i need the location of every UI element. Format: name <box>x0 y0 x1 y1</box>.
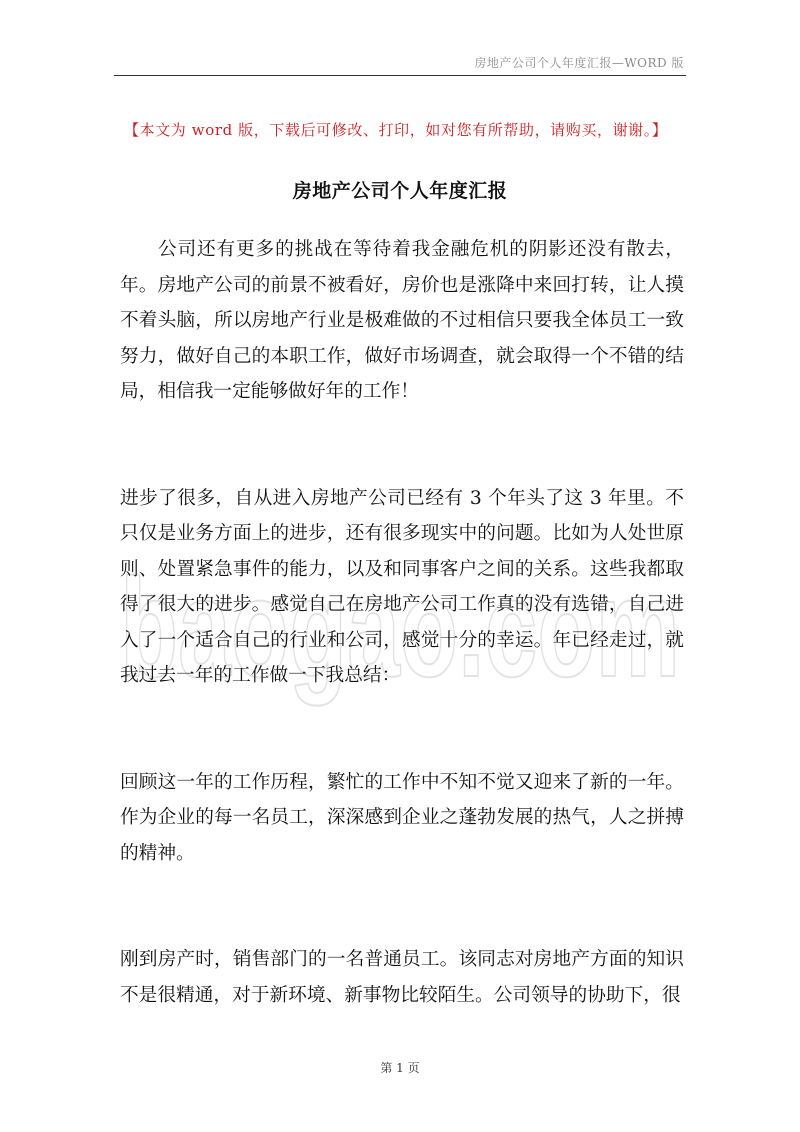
purchase-notice: 【本文为 word 版，下载后可修改、打印，如对您有所帮助，请购买，谢谢。】 <box>124 121 668 139</box>
paragraph: 公司还有更多的挑战在等待着我金融危机的阴影还没有散去，年。房地产公司的前景不被看好，房价也是涨降中来回打转，让人摸不着头脑，所以房地产行业是极难做的不过相信只要我全体员工一致努力，做好自己的本职工作，做好市场调查，就会取得一个不错的结局，相信我一定能够做好年的工作！ <box>120 239 684 402</box>
document-body <box>120 232 684 1084</box>
paragraph: 回顾这一年的工作历程，繁忙的工作中不知不觉又迎来了新的一年。作为企业的每一名员工，深深感到企业之蓬勃发展的热气，人之拼搏的精神。 <box>120 771 684 864</box>
header-divider <box>114 75 686 76</box>
running-header: 房地产公司个人年度汇报—WORD 版 <box>474 56 684 70</box>
page-number: 第 1 页 <box>380 1061 420 1075</box>
watermark-text: baogao.com <box>120 549 680 706</box>
paragraph: 刚到房产时，销售部门的一名普通员工。该同志对房地产方面的知识不是很精通，对于新环境、新事物比较陌生。公司领导的协助下，很 <box>120 949 684 1006</box>
paragraph: 进步了很多，自从进入房地产公司已经有 3 个年头了这 3 年里。不只仅是业务方面上的进步，还有很多现实中的问题。比如为人处世原则、处置紧急事件的能力，以及和同事客户之间的关系。这些我都取得了很大的进步。感觉自己在房地产公司工作真的没有选错，自己进入了一个适合自己的行业和公司，感觉十分的幸运。年已经走过，就我过去一年的工作做一下我总结： <box>120 487 684 686</box>
document-title: 房地产公司个人年度汇报 <box>292 180 508 202</box>
